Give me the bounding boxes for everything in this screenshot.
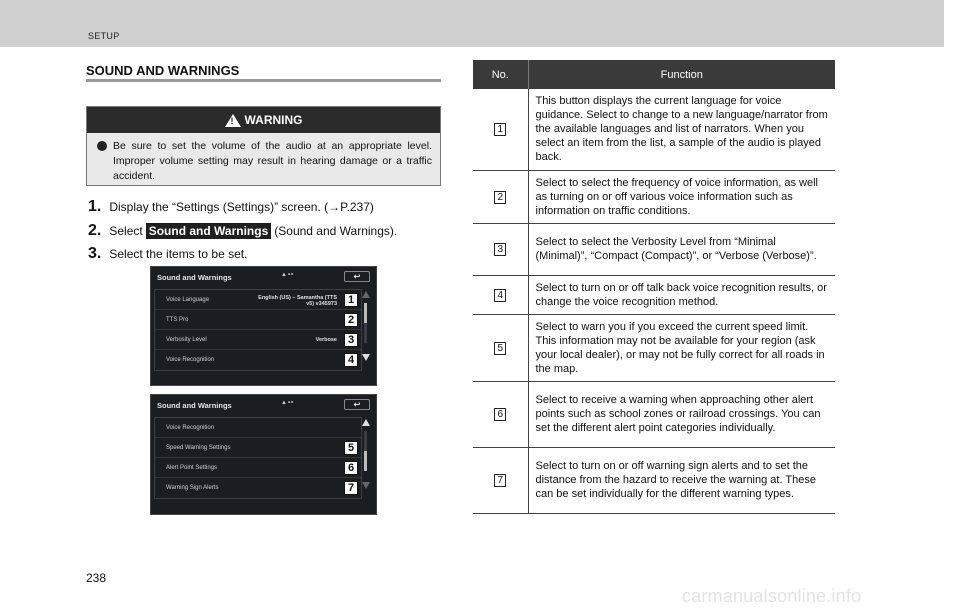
watermark: carmanualsonline.info <box>682 586 862 606</box>
warning-triangle-icon <box>225 114 241 127</box>
item-label: Speed Warning Settings <box>166 444 231 451</box>
function-cell: Select to warn you if you exceed the current speed limit. This information may not be available for your region (ask your local dealer), or may not be fully correct for all roads in the map. <box>528 314 835 381</box>
column-header-no: No. <box>473 60 528 89</box>
item-label: Voice Recognition <box>166 357 215 363</box>
list-item-verbosity-level[interactable] <box>155 330 361 350</box>
settings-list <box>154 417 362 499</box>
step-number: 2. <box>88 222 102 239</box>
function-table <box>473 60 835 514</box>
list-item-voice-recognition[interactable] <box>155 418 361 438</box>
warning-body <box>87 133 440 184</box>
number-badge: 5 <box>494 342 506 355</box>
item-label: Alert Point Settings <box>166 464 218 471</box>
item-value: English (US) – Samantha (TTS v5) v345973 <box>258 295 337 307</box>
row-number-cell <box>473 89 528 170</box>
scrollbar[interactable] <box>362 417 370 489</box>
function-cell: Select to select the Verbosity Level from “Minimal (Minimal)”, “Compact (Compact)”, or “Verbose (Verbose)”. <box>528 223 835 275</box>
back-button[interactable]: ↩ <box>344 399 370 410</box>
list-item-voice-recognition[interactable] <box>155 350 361 370</box>
function-cell: This button displays the current language for voice guidance. Select to change to a new language/narrator from the available languages and list of narrators. When you select an item from the list, a sample of the audio is played back. <box>528 89 835 170</box>
column-header-function: Function <box>528 60 835 89</box>
screen-header <box>151 267 376 287</box>
table-row <box>473 314 835 381</box>
section-label: SETUP <box>88 31 120 41</box>
scroll-up-icon[interactable] <box>362 291 370 298</box>
row-number-cell <box>473 381 528 447</box>
item-label: Warning Sign Alerts <box>166 485 219 491</box>
number-badge: 6 <box>494 408 506 421</box>
step-text: Display the “Settings (Settings)” screen. (→P.237) <box>109 200 374 214</box>
step-2 <box>88 222 397 240</box>
scroll-thumb[interactable] <box>364 303 367 323</box>
title-rule <box>86 79 441 82</box>
scroll-down-icon[interactable] <box>362 482 370 489</box>
back-button[interactable]: ↩ <box>344 271 370 282</box>
step-text-post: (Sound and Warnings). <box>274 224 398 238</box>
callout-badge: 1 <box>344 293 358 307</box>
number-badge: 3 <box>494 243 506 256</box>
list-item-speed-warning-settings[interactable] <box>155 438 361 458</box>
item-label: Voice Language <box>166 296 210 303</box>
list-item-warning-sign-alerts[interactable] <box>155 478 361 498</box>
scrollbar[interactable] <box>362 289 370 361</box>
function-cell: Select to turn on or off talk back voice recognition results, or change the voice recognition method. <box>528 275 835 314</box>
callout-badge: 4 <box>344 353 358 367</box>
number-badge: 1 <box>494 123 506 136</box>
table-row <box>473 223 835 275</box>
warning-heading: WARNING <box>244 113 303 127</box>
scroll-thumb[interactable] <box>364 451 367 471</box>
number-badge: 7 <box>494 474 506 487</box>
step-number: 3. <box>88 245 102 262</box>
step-1 <box>88 198 374 216</box>
callout-badge: 6 <box>344 461 358 475</box>
page-number: 238 <box>86 571 107 585</box>
item-label: Voice Recognition <box>166 424 215 431</box>
step-number: 1. <box>88 198 102 215</box>
row-number-cell <box>473 275 528 314</box>
row-number-cell <box>473 170 528 223</box>
step-text-pre: Select <box>109 224 143 238</box>
table-row <box>473 275 835 314</box>
number-badge: 4 <box>494 289 506 302</box>
scroll-down-icon[interactable] <box>362 354 370 361</box>
callout-badge: 5 <box>344 441 358 455</box>
screenshot-sound-warnings-2 <box>150 394 377 515</box>
scroll-track <box>364 303 367 343</box>
screen-title: Sound and Warnings <box>157 400 232 410</box>
table-row <box>473 170 835 223</box>
warning-header <box>87 107 440 133</box>
row-number-cell <box>473 223 528 275</box>
status-icons: ▲•• <box>281 400 295 406</box>
callout-badge: 2 <box>344 313 358 327</box>
table-row <box>473 381 835 447</box>
function-cell: Select to select the frequency of voice information, as well as turning on or off various voice information such as information on traffic conditions. <box>528 170 835 223</box>
table-header-row <box>473 60 835 89</box>
callout-badge: 7 <box>344 481 358 495</box>
list-item-voice-language[interactable] <box>155 290 361 310</box>
sound-and-warnings-button-label: Sound and Warnings <box>146 223 272 239</box>
screenshot-sound-warnings-1 <box>150 266 377 386</box>
step-3 <box>88 245 247 263</box>
row-number-cell <box>473 447 528 513</box>
item-value: Verbose <box>315 337 337 343</box>
step-text: Select the items to be set. <box>109 247 248 261</box>
list-item-tts-pro[interactable] <box>155 310 361 330</box>
table-row <box>473 89 835 170</box>
warning-box <box>86 106 441 186</box>
table-row <box>473 447 835 513</box>
warning-text: Be sure to set the volume of the audio at an appropriate level. Improper volume setting may result in hearing damage or a traffic accident. <box>113 140 432 182</box>
function-cell: Select to receive a warning when approaching other alert points such as school zones or railroad crossings. You can set the different alert point categories individually. <box>528 381 835 447</box>
page-title: SOUND AND WARNINGS <box>86 63 240 78</box>
scroll-track <box>364 431 367 471</box>
screen-header <box>151 395 376 415</box>
status-icons: ▲•• <box>281 272 295 278</box>
function-cell: Select to turn on or off warning sign alerts and to set the distance from the hazard to receive the warning at. These can be set individually for the different warning types. <box>528 447 835 513</box>
bullet-icon <box>97 141 107 151</box>
item-label: TTS Pro <box>166 316 189 323</box>
page-header-bar <box>0 0 944 47</box>
callout-badge: 3 <box>344 333 358 347</box>
scroll-up-icon[interactable] <box>362 419 370 426</box>
number-badge: 2 <box>494 191 506 204</box>
screen-title: Sound and Warnings <box>157 272 232 282</box>
settings-list <box>154 289 362 371</box>
list-item-alert-point-settings[interactable] <box>155 458 361 478</box>
row-number-cell <box>473 314 528 381</box>
item-label: Verbosity Level <box>166 336 207 343</box>
